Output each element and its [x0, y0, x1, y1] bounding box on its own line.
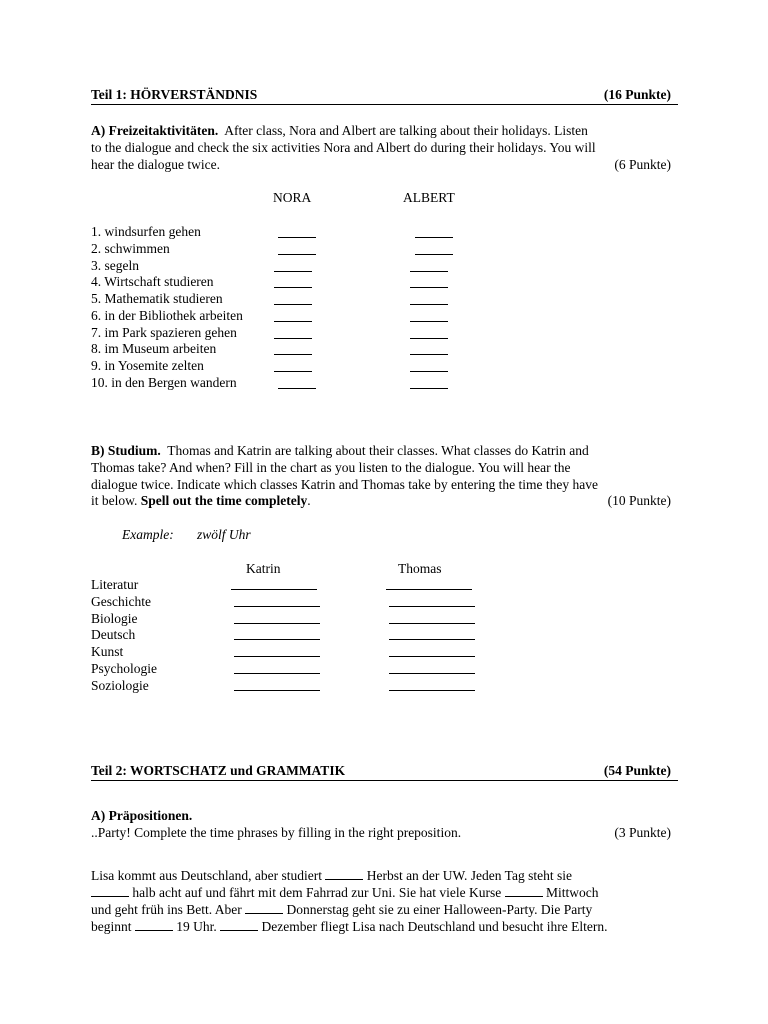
cloze-text: Donnerstag geht sie zu einer Halloween-Party. Die Party [286, 902, 593, 917]
activity-item: 5. Mathematik studieren [91, 291, 223, 306]
activity-item: 3. segeln [91, 257, 139, 273]
cloze-text: halb acht auf und fährt mit dem Fahrrad zur Uni. Sie hat viele Kurse [132, 885, 502, 900]
subject-item: Deutsch [91, 627, 136, 643]
subject-item: Geschichte [91, 593, 151, 609]
part2-title: Teil 2: WORTSCHATZ und GRAMMATIK [91, 763, 346, 778]
section-b-text-3: dialogue twice. Indicate which classes Katrin and Thomas take by entering the time they have [91, 476, 598, 492]
subject-item: Literatur [91, 577, 139, 592]
albert-check-blank[interactable] [410, 344, 448, 355]
section-c-heading: A) Präpositionen. [91, 808, 193, 823]
preposition-blank-2[interactable] [91, 886, 129, 897]
katrin-time-blank[interactable] [234, 596, 320, 607]
nora-check-blank[interactable] [274, 261, 312, 272]
nora-check-blank[interactable] [278, 244, 316, 255]
preposition-blank-5[interactable] [135, 920, 173, 931]
section-b-text-4: it below. [91, 493, 138, 509]
katrin-time-blank[interactable] [234, 663, 320, 674]
activity-item: 4. Wirtschaft studieren [91, 274, 214, 290]
preposition-blank-3[interactable] [505, 886, 543, 897]
part2-rule [91, 780, 678, 781]
subject-item: Soziologie [91, 677, 149, 693]
activity-item: 7. im Park spazieren gehen [91, 324, 237, 340]
cloze-text: Herbst an der UW. Jeden Tag steht sie [366, 868, 572, 883]
katrin-time-blank[interactable] [234, 629, 320, 640]
section-c-cloze-text [91, 867, 671, 935]
cloze-text: Dezember fliegt Lisa nach Deutschland und besucht ihre Eltern. [261, 919, 608, 934]
subject-item: Psychologie [91, 661, 157, 676]
cloze-text: und geht früh ins Bett. Aber [91, 902, 242, 917]
example-label: Example: [122, 527, 174, 542]
thomas-time-blank[interactable] [386, 579, 472, 590]
example-value: zwölf Uhr [197, 527, 251, 542]
albert-check-blank[interactable] [410, 328, 448, 339]
activity-item: 1. windsurfen gehen [91, 224, 201, 239]
katrin-time-blank[interactable] [234, 646, 320, 657]
section-b-text-1: Thomas and Katrin are talking about their classes. What classes do Katrin and [167, 443, 589, 458]
thomas-time-blank[interactable] [389, 646, 475, 657]
activity-item: 10. in den Bergen wandern [91, 374, 237, 390]
section-b-emphasis: Spell out the time completely [140, 493, 308, 509]
nora-check-blank[interactable] [274, 277, 312, 288]
thomas-time-blank[interactable] [389, 629, 475, 640]
cloze-text: 19 Uhr. [176, 919, 217, 934]
thomas-time-blank[interactable] [389, 680, 475, 691]
nora-check-blank[interactable] [278, 227, 316, 238]
albert-check-blank[interactable] [410, 311, 448, 322]
thomas-time-blank[interactable] [389, 596, 475, 607]
cloze-text: beginnt [91, 919, 132, 934]
section-b-text-2: Thomas take? And when? Fill in the chart as you listen to the dialogue. You will hear the [91, 459, 571, 475]
preposition-blank-4[interactable] [245, 903, 283, 914]
activity-item: 6. in der Bibliothek arbeiten [91, 307, 243, 323]
katrin-time-blank[interactable] [231, 579, 317, 590]
section-a-text-3: hear the dialogue twice. [91, 156, 220, 172]
subject-item: Kunst [91, 644, 124, 660]
part1-rule [91, 104, 678, 105]
section-a-intro [91, 123, 671, 173]
albert-check-blank[interactable] [410, 378, 448, 389]
column-header-katrin: Katrin [246, 561, 281, 576]
section-c-points: (3 Punkte) [614, 825, 671, 840]
activity-item: 2. schwimmen [91, 240, 170, 256]
activity-item: 8. im Museum arbeiten [91, 341, 217, 357]
section-b-intro [91, 443, 671, 510]
cloze-text: Mittwoch [546, 885, 599, 900]
section-c-instruction: ..Party! Complete the time phrases by filling in the right preposition. [91, 825, 462, 840]
preposition-blank-1[interactable] [325, 869, 363, 880]
section-a-points: (6 Punkte) [614, 157, 671, 172]
albert-check-blank[interactable] [410, 294, 448, 305]
nora-check-blank[interactable] [274, 344, 312, 355]
katrin-time-blank[interactable] [234, 680, 320, 691]
albert-check-blank[interactable] [410, 361, 448, 372]
nora-check-blank[interactable] [274, 311, 312, 322]
column-header-albert: ALBERT [403, 190, 455, 205]
nora-check-blank[interactable] [274, 361, 312, 372]
column-header-nora: NORA [273, 190, 312, 205]
albert-check-blank[interactable] [410, 261, 448, 272]
part2-points: (54 Punkte) [603, 763, 671, 778]
preposition-blank-6[interactable] [220, 920, 258, 931]
albert-check-blank[interactable] [410, 277, 448, 288]
albert-check-blank[interactable] [415, 227, 453, 238]
thomas-time-blank[interactable] [389, 663, 475, 674]
section-b-text-4-end: . [307, 493, 311, 509]
subject-item: Biologie [91, 610, 138, 626]
column-header-thomas: Thomas [398, 561, 442, 576]
cloze-text: Lisa kommt aus Deutschland, aber studiert [91, 868, 322, 883]
part1-title: Teil 1: HÖRVERSTÄNDNIS [91, 87, 258, 102]
section-b-heading: B) Studium. [91, 443, 161, 458]
section-a-text-1: After class, Nora and Albert are talking about their holidays. Listen [224, 123, 588, 138]
albert-check-blank[interactable] [415, 244, 453, 255]
section-a-heading: A) Freizeitaktivitäten. [91, 123, 219, 138]
nora-check-blank[interactable] [278, 378, 316, 389]
activity-item: 9. in Yosemite zelten [91, 358, 204, 373]
part1-points: (16 Punkte) [603, 87, 671, 102]
nora-check-blank[interactable] [274, 294, 312, 305]
section-a-text-2: to the dialogue and check the six activities Nora and Albert do during their holidays. You will [91, 139, 596, 155]
section-b-points: (10 Punkte) [607, 493, 671, 508]
katrin-time-blank[interactable] [234, 613, 320, 624]
nora-check-blank[interactable] [274, 328, 312, 339]
thomas-time-blank[interactable] [389, 613, 475, 624]
